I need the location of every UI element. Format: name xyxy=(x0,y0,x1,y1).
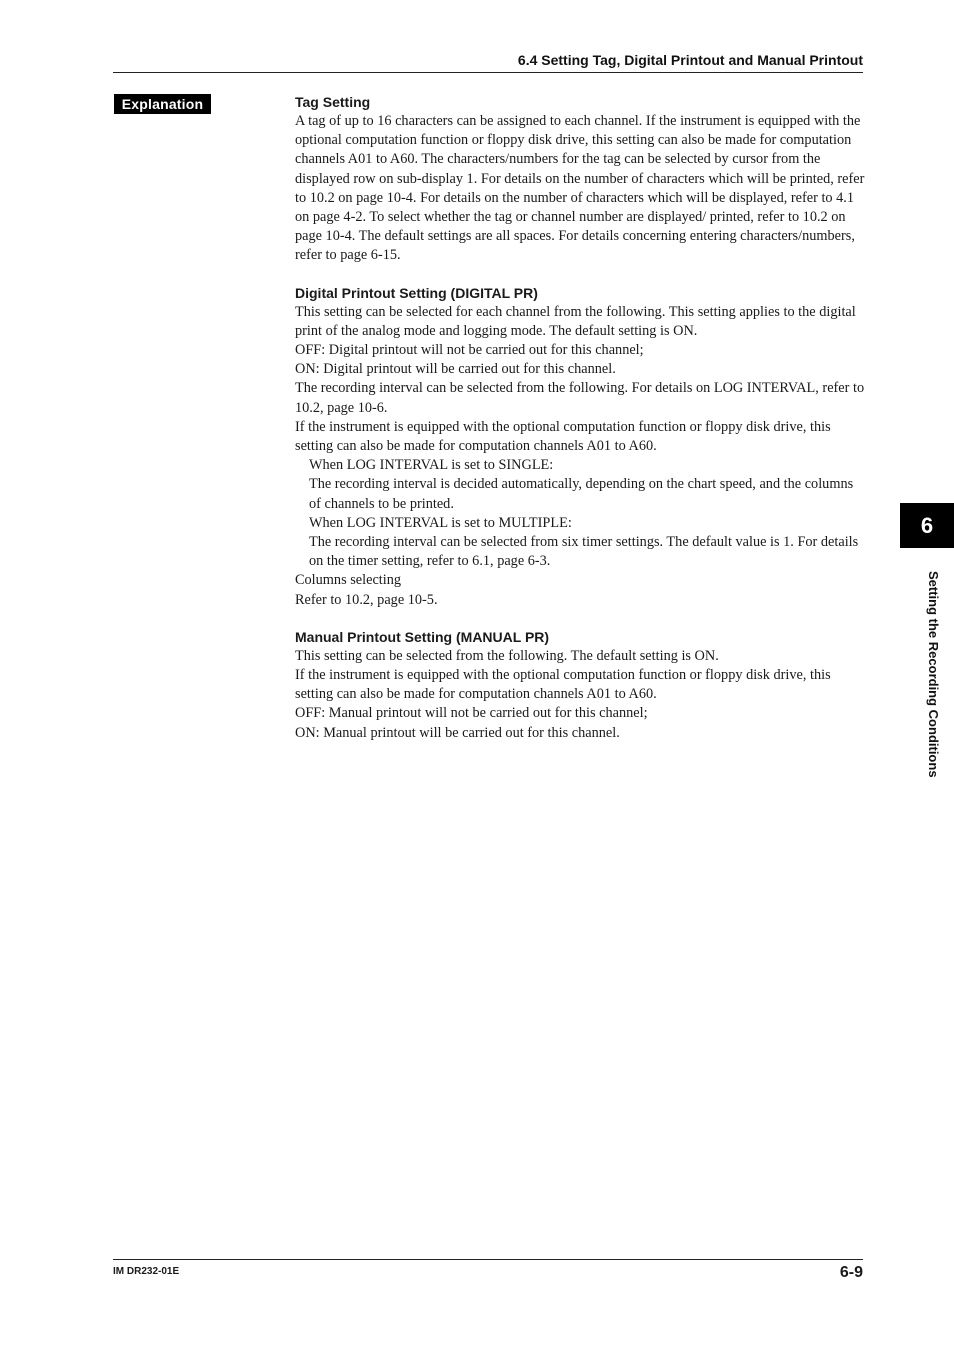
section-heading: Digital Printout Setting (DIGITAL PR) xyxy=(295,284,538,301)
paragraph: OFF: Digital printout will not be carried out for this channel; xyxy=(295,342,644,359)
main-content xyxy=(295,92,865,760)
section-digital-printout xyxy=(295,283,865,610)
paragraph: A tag of up to 16 characters can be assigned to each channel. If the instrument is equipped with the optional computation function or floppy disk drive, this setting can also be made for computation channels A01 to A60. The characters/numbers for the tag can be selected by cursor from the displayed row on sub-display 1. For details on the number of characters which will be printed, refer to 10.2 on page 10-4. For details on the number of characters which will be displayed, refer to 4.1 on page 4-2. To select whether the tag or channel number are displayed/ printed, refer to 10.2 on page 10-4. The default settings are all spaces. For details concerning entering characters/numbers, refer to page 6-15. xyxy=(295,113,865,264)
paragraph: ON: Manual printout will be carried out for this channel. xyxy=(295,724,620,741)
section-heading: Manual Printout Setting (MANUAL PR) xyxy=(295,628,550,645)
indented-paragraph: When LOG INTERVAL is set to MULTIPLE: xyxy=(309,514,572,531)
indented-paragraph: When LOG INTERVAL is set to SINGLE: xyxy=(309,457,554,474)
indented-paragraph: The recording interval can be selected from six timer settings. The default value is 1. For details on the timer setting, refer to 6.1, page 6-3. xyxy=(309,534,859,570)
paragraph: The recording interval can be selected from the following. For details on LOG INTERVAL, refer to 10.2, page 10-6. xyxy=(295,380,865,416)
paragraph: If the instrument is equipped with the optional computation function or floppy disk drive, this setting can also be made for computation channels A01 to A60. xyxy=(295,418,831,455)
section-tag-setting xyxy=(295,92,865,266)
paragraph: OFF: Manual printout will not be carried out for this channel; xyxy=(295,705,648,722)
indented-paragraph: The recording interval is decided automatically, depending on the chart speed, and the columns of channels to be printed. xyxy=(309,476,854,512)
section-manual-printout xyxy=(295,627,865,743)
paragraph: This setting can be selected for each channel from the following. This setting applies to the digital print of the analog mode and logging mode. The default setting is ON. xyxy=(295,303,856,339)
page-number: 6-9 xyxy=(839,1264,863,1281)
header-rule xyxy=(113,72,863,73)
explanation-label: Explanation xyxy=(114,94,211,114)
paragraph: ON: Digital printout will be carried out for this channel. xyxy=(295,361,616,378)
chapter-side-label: Setting the Recording Conditions xyxy=(926,571,941,778)
paragraph: Refer to 10.2, page 10-5. xyxy=(295,591,438,608)
paragraph: If the instrument is equipped with the optional computation function or floppy disk drive, this setting can also be made for computation channels A01 to A60. xyxy=(295,667,831,703)
paragraph: This setting can be selected from the following. The default setting is ON. xyxy=(295,647,719,664)
running-header: 6.4 Setting Tag, Digital Printout and Manual Printout xyxy=(517,52,863,68)
footer-doc-id: IM DR232-01E xyxy=(113,1266,180,1277)
footer-rule xyxy=(113,1259,863,1260)
paragraph: Columns selecting xyxy=(295,572,402,589)
chapter-number-tab: 6 xyxy=(900,503,954,548)
section-heading: Tag Setting xyxy=(295,94,371,110)
